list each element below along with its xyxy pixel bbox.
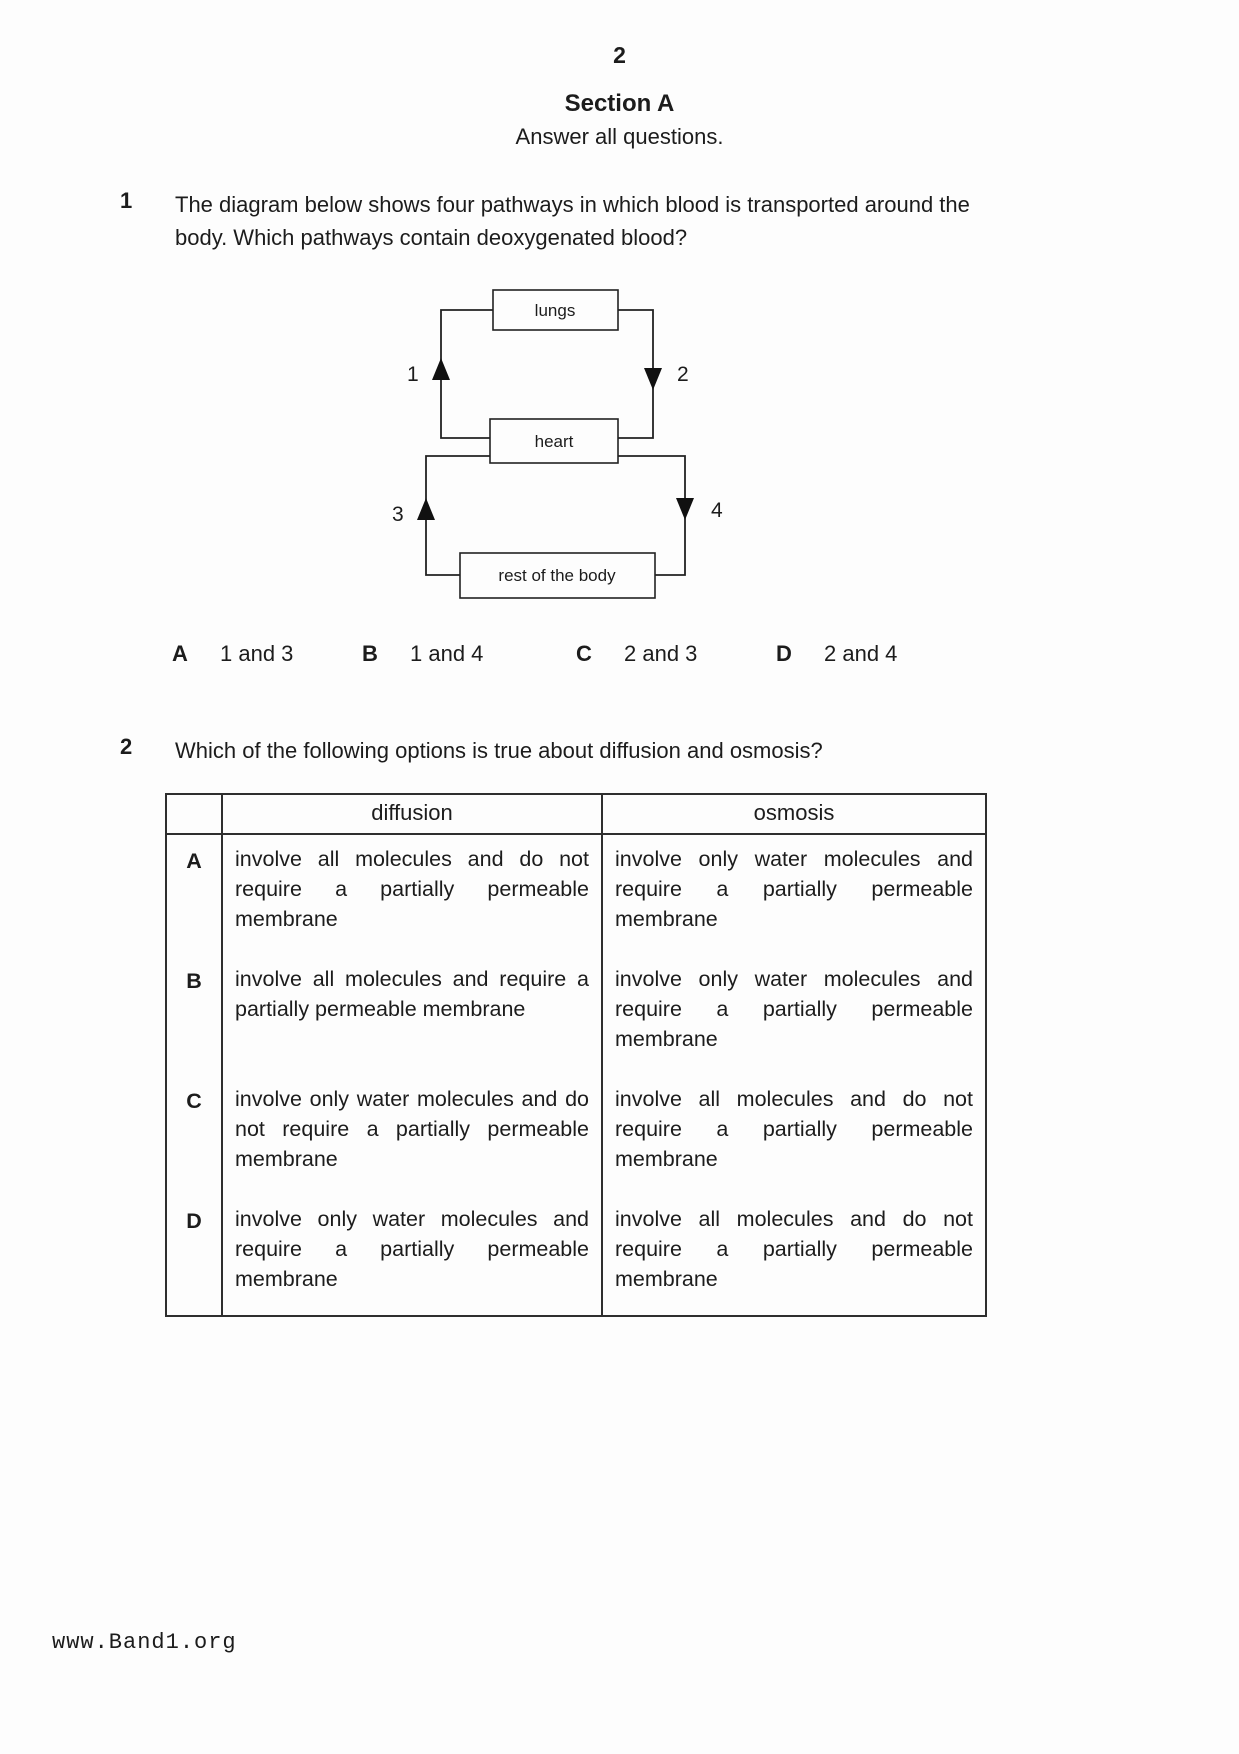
question-2-number: 2: [120, 734, 133, 759]
row-d-letter: D: [186, 1209, 202, 1233]
row-d-diffusion: involve only water molecules and require a partially permeable membrane: [222, 1195, 602, 1316]
table-row-b: [166, 955, 986, 1075]
option-a-letter: A: [172, 641, 188, 666]
pathway-number-2: 2: [677, 363, 689, 386]
blood-pathway-diagram: [383, 286, 743, 608]
table-header-osmosis: osmosis: [602, 794, 986, 834]
row-c-osmosis: involve all molecules and do not require a partially permeable membrane: [602, 1075, 986, 1195]
option-d-text: 2 and 4: [824, 641, 898, 666]
table-row-a: [166, 834, 986, 955]
question-1-text: The diagram below shows four pathways in which blood is transported around the body. Which pathways contain deoxygenated blood?: [175, 192, 970, 250]
row-a-letter: A: [186, 849, 202, 873]
arrow-down-4-icon: [676, 498, 694, 520]
option-d: [776, 641, 897, 667]
question-1-number: 1: [120, 188, 133, 213]
pathway-number-4: 4: [711, 499, 723, 522]
option-a: [172, 641, 293, 667]
question-1-options: [0, 641, 1239, 675]
option-c-letter: C: [576, 641, 592, 666]
option-a-text: 1 and 3: [220, 641, 294, 666]
row-c-diffusion: involve only water molecules and do not require a partially permeable membrane: [222, 1075, 602, 1195]
row-b-letter: B: [186, 969, 202, 993]
arrow-up-3-icon: [417, 498, 435, 520]
table-row-c: [166, 1075, 986, 1195]
diagram-svg: [383, 286, 743, 608]
question-2-text: Which of the following options is true about diffusion and osmosis?: [175, 738, 823, 763]
option-c-text: 2 and 3: [624, 641, 698, 666]
footer-url: www.Band1.org: [52, 1630, 237, 1655]
rest-of-body-label: rest of the body: [498, 566, 616, 585]
lungs-label: lungs: [534, 301, 576, 320]
row-a-osmosis: involve only water molecules and require a partially permeable membrane: [602, 834, 986, 955]
option-b: [362, 641, 483, 667]
option-b-letter: B: [362, 641, 378, 666]
page-number: 2: [613, 42, 626, 68]
option-c: [576, 641, 697, 667]
table-header-blank: [166, 794, 222, 834]
pathway-1-line: [441, 310, 493, 438]
option-b-text: 1 and 4: [410, 641, 484, 666]
row-a-diffusion: involve all molecules and do not require a partially permeable membrane: [222, 834, 602, 955]
row-b-osmosis: involve only water molecules and require a partially permeable membrane: [602, 955, 986, 1075]
table-row-d: [166, 1195, 986, 1316]
section-instruction: Answer all questions.: [515, 124, 724, 149]
table-header-diffusion: diffusion: [222, 794, 602, 834]
row-c-letter: C: [186, 1089, 202, 1113]
row-d-osmosis: involve all molecules and do not require a partially permeable membrane: [602, 1195, 986, 1316]
table-header-row: [166, 794, 986, 834]
diffusion-osmosis-table: [165, 793, 987, 1317]
option-d-letter: D: [776, 641, 792, 666]
arrow-down-2-icon: [644, 368, 662, 390]
row-b-diffusion: involve all molecules and require a partially permeable membrane: [222, 955, 602, 1075]
heart-label: heart: [534, 432, 574, 451]
section-title: Section A: [564, 90, 675, 117]
arrow-up-1-icon: [432, 358, 450, 380]
pathway-number-3: 3: [392, 503, 404, 526]
pathway-number-1: 1: [407, 363, 419, 386]
